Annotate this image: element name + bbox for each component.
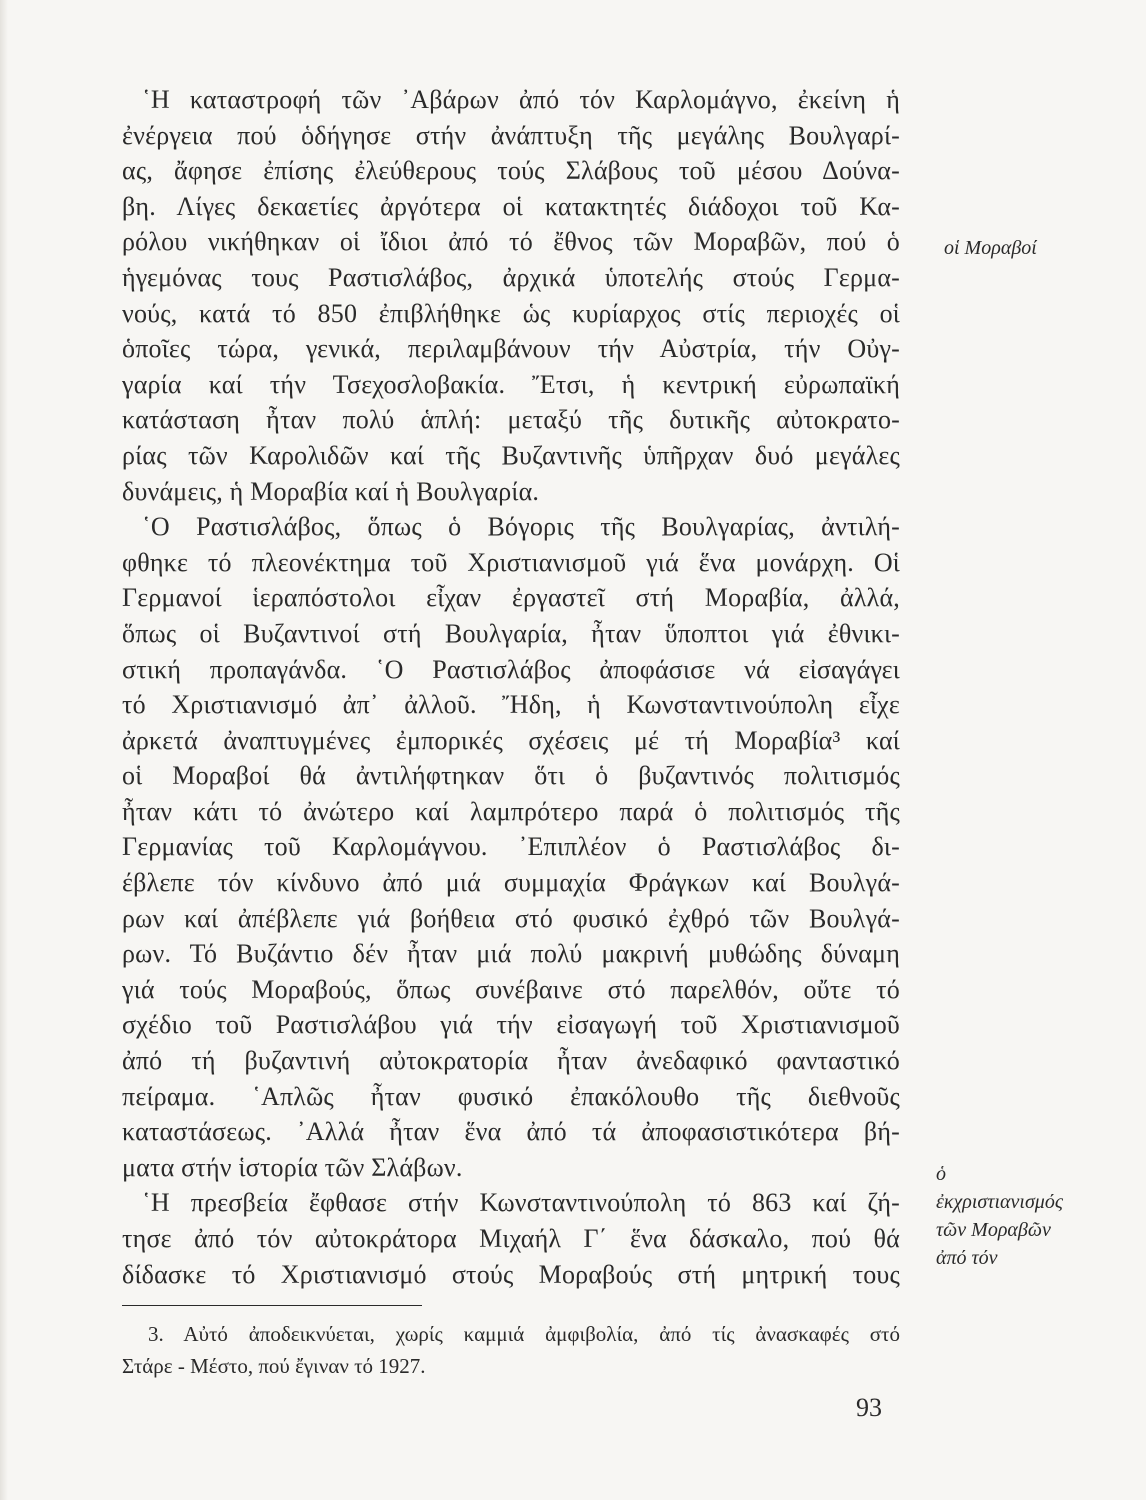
margin-note-line: ἐκχριστιανισμός (936, 1191, 1063, 1213)
text-line: γιά τούς Μοραβούς, ὅπως συνέβαινε στό παρελθόν, οὔτε τό (122, 974, 900, 1004)
text-line: ἦταν κάτι τό ἀνώτερο καί λαμπρότερο παρά ὁ πολιτισμός τῆς (122, 796, 900, 826)
text-line: ρων. Τό Βυζάντιο δέν ἦταν μιά πολύ μακρινή μυθώδης δύναμη (122, 939, 900, 969)
text-line: βη. Λίγες δεκαετίες ἀργότερα οἱ κατακτητές διάδοχοι τοῦ Κα- (122, 191, 900, 221)
margin-note-line: τῶν Μοραβῶν (936, 1219, 1051, 1241)
text-line: ῾Ο Ραστισλάβος, ὅπως ὁ Βόγορις τῆς Βουλγαρίας, ἀντιλή- (142, 512, 900, 542)
main-text-block (122, 82, 900, 1292)
footnote-line: 3. Αὐτό ἀποδεικνύεται, χωρίς καμμιά ἀμφιβολία, ἀπό τίς ἀνασκαφές στό (148, 1322, 900, 1346)
margin-note-moravians: οἱ Μοραβοί (944, 237, 1037, 259)
text-line: δίδασκε τό Χριστιανισμό στούς Μοραβούς στή μητρική τους (122, 1259, 900, 1289)
text-line: ρόλου νικήθηκαν οἱ ἴδιοι ἀπό τό ἔθνος τῶν Μοραβῶν, πού ὁ (122, 227, 900, 257)
text-line: Γερμανοί ἱεραπόστολοι εἶχαν ἐργαστεῖ στή Μοραβία, ἀλλά, (122, 583, 900, 613)
text-line: νούς, κατά τό 850 ἐπιβλήθηκε ὡς κυρίαρχος στίς περιοχές οἱ (122, 298, 900, 328)
text-line: γαρία καί τήν Τσεχοσλοβακία. Ἔτσι, ἡ κεντρική εὐρωπαϊκή (122, 369, 900, 399)
page-number: 93 (856, 1393, 882, 1422)
text-line: ἀπό τή βυζαντινή αὐτοκρατορία ἦταν ἀνεδαφικό φανταστικό (122, 1046, 900, 1076)
text-line: τησε ἀπό τόν αὐτοκράτορα Μιχαήλ Γ΄ ἕνα δάσκαλο, πού θά (122, 1224, 900, 1253)
text-line: ἀρκετά ἀναπτυγμένες ἐμπορικές σχέσεις μέ τή Μοραβία³ καί (122, 725, 900, 755)
footnote-line: Στάρε - Μέστο, πού ἔγιναν τό 1927. (122, 1354, 426, 1378)
text-line: ἡγεμόνας τους Ραστισλάβος, ἀρχικά ὑποτελής στούς Γερμα- (122, 262, 900, 292)
text-line: πείραμα. ῾Απλῶς ἦταν φυσικό ἐπακόλουθο τῆς διεθνοῦς (122, 1081, 900, 1111)
text-line: φθηκε τό πλεονέκτημα τοῦ Χριστιανισμοῦ γιά ἕνα μονάρχη. Οἱ (122, 547, 900, 577)
margin-note-line: ἀπό τόν (936, 1247, 998, 1269)
text-line: ματα στήν ἱστορία τῶν Σλάβων. (122, 1152, 463, 1182)
text-line: ἐνέργεια πού ὁδήγησε στήν ἀνάπτυξη τῆς μεγάλης Βουλγαρί- (122, 120, 900, 150)
text-line: οἱ Μοραβοί θά ἀντιλήφτηκαν ὅτι ὁ βυζαντινός πολιτισμός (122, 761, 900, 791)
text-line: ῾Η πρεσβεία ἔφθασε στήν Κωνσταντινούπολη τό 863 καί ζή- (142, 1188, 900, 1218)
text-line: στική προπαγάνδα. ῾Ο Ραστισλάβος ἀποφάσισε νά εἰσαγάγει (122, 654, 900, 684)
text-line: ας, ἄφησε ἐπίσης ἐλεύθερους τούς Σλάβους τοῦ μέσου Δούνα- (122, 156, 900, 186)
margin-note-line: ὁ (936, 1163, 946, 1185)
text-line: σχέδιο τοῦ Ραστισλάβου γιά τήν εἰσαγωγή τοῦ Χριστιανισμοῦ (122, 1010, 900, 1040)
text-line: τό Χριστιανισμό ἀπ᾿ ἀλλοῦ. Ἤδη, ἡ Κωνσταντινούπολη εἶχε (122, 690, 900, 720)
text-line: καταστάσεως. ᾿Αλλά ἦταν ἕνα ἀπό τά ἀποφασιστικότερα βή- (122, 1117, 900, 1147)
text-line: κατάσταση ἦταν πολύ ἁπλή: μεταξύ τῆς δυτικῆς αὐτοκρατο- (122, 405, 900, 435)
margin-note-christianization (936, 1160, 1063, 1272)
text-line: ρων καί ἀπέβλεπε γιά βοήθεια στό φυσικό ἐχθρό τῶν Βουλγά- (122, 903, 900, 933)
text-line: δυνάμεις, ἡ Μοραβία καί ἡ Βουλγαρία. (122, 476, 540, 506)
text-line: ῾Η καταστροφή τῶν ᾿Αβάρων ἀπό τόν Καρλομάγνο, ἐκείνη ἡ (142, 85, 900, 114)
text-line: έβλεπε τόν κίνδυνο ἀπό μιά συμμαχία Φράγκων καί Βουλγά- (122, 868, 900, 898)
text-line: ρίας τῶν Καρολιδῶν καί τῆς Βυζαντινῆς ὑπῆρχαν δυό μεγάλες (122, 440, 900, 470)
page-edge-shadow (0, 0, 8, 1500)
footnote-divider (122, 1305, 422, 1306)
text-line: Γερμανίας τοῦ Καρλομάγνου. ᾿Επιπλέον ὁ Ραστισλάβος δι- (122, 832, 900, 862)
text-line: ὁποῖες τώρα, γενικά, περιλαμβάνουν τήν Αὐστρία, τήν Οὐγ- (122, 334, 900, 364)
footnote (122, 1318, 900, 1382)
text-line: ὅπως οἱ Βυζαντινοί στή Βουλγαρία, ἦταν ὕποπτοι γιά ἐθνικι- (122, 618, 900, 648)
